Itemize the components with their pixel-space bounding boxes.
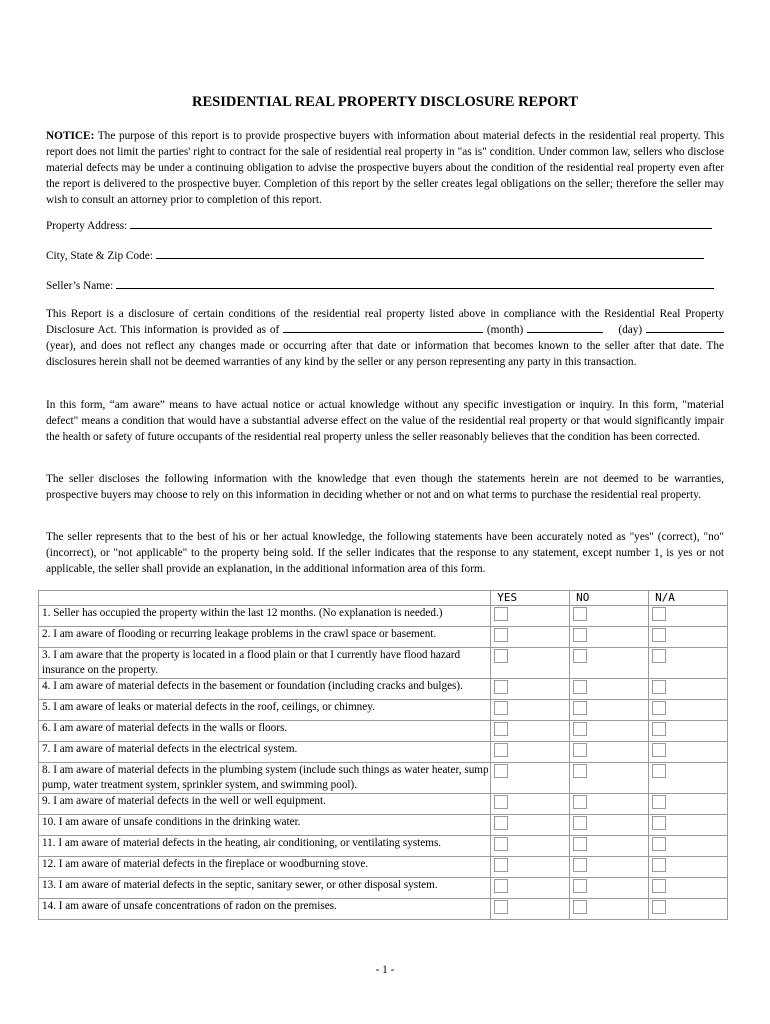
na-checkbox[interactable]	[652, 900, 666, 914]
yes-checkbox[interactable]	[494, 837, 508, 851]
table-row	[39, 857, 728, 878]
city-state-zip-label: City, State & Zip Code:	[46, 250, 153, 262]
na-checkbox[interactable]	[652, 795, 666, 809]
table-row	[39, 763, 728, 794]
no-checkbox[interactable]	[573, 795, 587, 809]
cell-no	[570, 679, 649, 700]
table-row	[39, 899, 728, 920]
page-number: - 1 -	[375, 964, 395, 976]
question-text: 11. I am aware of material defects in the heating, air conditioning, or ventilating systems.	[39, 836, 491, 857]
cell-na	[649, 815, 728, 836]
yes-checkbox[interactable]	[494, 701, 508, 715]
na-checkbox[interactable]	[652, 837, 666, 851]
cell-na	[649, 742, 728, 763]
question-text: 5. I am aware of leaks or material defects in the roof, ceilings, or chimney.	[39, 700, 491, 721]
table-row	[39, 815, 728, 836]
table-row	[39, 721, 728, 742]
no-checkbox[interactable]	[573, 701, 587, 715]
table-row	[39, 679, 728, 700]
no-checkbox[interactable]	[573, 649, 587, 663]
yes-checkbox[interactable]	[494, 680, 508, 694]
no-checkbox[interactable]	[573, 879, 587, 893]
no-checkbox[interactable]	[573, 816, 587, 830]
yes-checkbox[interactable]	[494, 743, 508, 757]
na-checkbox[interactable]	[652, 858, 666, 872]
cell-na	[649, 721, 728, 742]
no-checkbox[interactable]	[573, 722, 587, 736]
city-state-zip-row	[46, 248, 704, 262]
na-checkbox[interactable]	[652, 680, 666, 694]
yes-checkbox[interactable]	[494, 764, 508, 778]
date-month-field[interactable]	[283, 322, 483, 333]
header-no: NO	[570, 591, 649, 606]
cell-na	[649, 836, 728, 857]
month-label: (month)	[486, 324, 524, 336]
cell-yes	[491, 721, 570, 742]
no-checkbox[interactable]	[573, 607, 587, 621]
page-title: RESIDENTIAL REAL PROPERTY DISCLOSURE REPORT	[192, 94, 578, 110]
sellers-name-row	[46, 278, 714, 292]
na-checkbox[interactable]	[652, 722, 666, 736]
cell-na	[649, 627, 728, 648]
header-yes: YES	[491, 591, 570, 606]
cell-no	[570, 648, 649, 679]
question-text: 2. I am aware of flooding or recurring leakage problems in the crawl space or basement.	[39, 627, 491, 648]
question-text: 10. I am aware of unsafe conditions in the drinking water.	[39, 815, 491, 836]
table-row	[39, 627, 728, 648]
cell-yes	[491, 763, 570, 794]
cell-na	[649, 857, 728, 878]
notice-text: The purpose of this report is to provide prospective buyers with information about material defects in the residential real property. This report does not limit the parties' right to contract for the sale of residential real property in "as is" condition. Under common law, sellers who disclose material defects may be under a continuing obligation to advise the prospective buyers about the condition of the residential real property even after the report is delivered to the prospective buyer. Completion of this report by the seller creates legal obligations on the seller; therefore the seller may wish to consult an attorney prior to completion of this report.	[46, 130, 724, 206]
yes-checkbox[interactable]	[494, 879, 508, 893]
cell-yes	[491, 679, 570, 700]
yes-checkbox[interactable]	[494, 649, 508, 663]
cell-yes	[491, 878, 570, 899]
cell-yes	[491, 648, 570, 679]
sellers-name-label: Seller’s Name:	[46, 280, 114, 292]
no-checkbox[interactable]	[573, 837, 587, 851]
date-year-field[interactable]	[646, 322, 724, 333]
yes-checkbox[interactable]	[494, 900, 508, 914]
property-address-label: Property Address:	[46, 220, 128, 232]
definitions-paragraph: In this form, “am aware” means to have actual notice or actual knowledge without any specific investigation or inquiry. In this form, "material defect" means a condition that would have a substantial adverse effect on the value of the residential real property or that would significantly impair the health or safety of future occupants of the residential real property unless the seller reasonably believes that the condition has been corrected.	[46, 399, 724, 443]
question-text: 6. I am aware of material defects in the walls or floors.	[39, 721, 491, 742]
yes-checkbox[interactable]	[494, 722, 508, 736]
disclosure-table	[38, 590, 728, 920]
cell-no	[570, 878, 649, 899]
property-address-field[interactable]	[130, 218, 712, 229]
na-checkbox[interactable]	[652, 879, 666, 893]
cell-no	[570, 857, 649, 878]
cell-na	[649, 899, 728, 920]
cell-yes	[491, 606, 570, 627]
na-checkbox[interactable]	[652, 649, 666, 663]
yes-checkbox[interactable]	[494, 816, 508, 830]
cell-na	[649, 648, 728, 679]
question-text: 9. I am aware of material defects in the well or well equipment.	[39, 794, 491, 815]
no-checkbox[interactable]	[573, 764, 587, 778]
cell-no	[570, 763, 649, 794]
disclosure-part2: (year), and does not reflect any changes made or occurring after that date or information that becomes known to the seller after that date. The disclosures herein shall not be deemed warranties of any kind by the seller or any person representing any party in this transaction.	[46, 340, 724, 368]
question-text: 8. I am aware of material defects in the plumbing system (include such things as water heater, sump pump, water treatment system, sprinkler system, and swimming pool).	[39, 763, 491, 794]
cell-no	[570, 721, 649, 742]
no-checkbox[interactable]	[573, 680, 587, 694]
city-state-zip-field[interactable]	[156, 248, 704, 259]
cell-no	[570, 606, 649, 627]
cell-yes	[491, 700, 570, 721]
cell-na	[649, 700, 728, 721]
table-row	[39, 700, 728, 721]
question-text: 12. I am aware of material defects in the fireplace or woodburning stove.	[39, 857, 491, 878]
date-day-field[interactable]	[527, 322, 603, 333]
cell-na	[649, 878, 728, 899]
header-na: N/A	[649, 591, 728, 606]
cell-no	[570, 627, 649, 648]
cell-na	[649, 794, 728, 815]
day-label: (day)	[618, 324, 643, 336]
cell-no	[570, 700, 649, 721]
yes-checkbox[interactable]	[494, 607, 508, 621]
table-header-row	[39, 591, 728, 606]
yes-checkbox[interactable]	[494, 858, 508, 872]
question-text: 1. Seller has occupied the property within the last 12 months. (No explanation is needed.)	[39, 606, 491, 627]
table-row	[39, 648, 728, 679]
notice-label: NOTICE:	[46, 130, 95, 142]
table-row	[39, 794, 728, 815]
cell-yes	[491, 815, 570, 836]
cell-na	[649, 606, 728, 627]
reliance-paragraph: The seller discloses the following information with the knowledge that even though the statements herein are not deemed to be warranties, prospective buyers may choose to rely on this information in deciding whether or not and on what terms to purchase the residential real property.	[46, 473, 724, 501]
sellers-name-field[interactable]	[116, 278, 714, 289]
cell-yes	[491, 627, 570, 648]
cell-no	[570, 899, 649, 920]
cell-yes	[491, 742, 570, 763]
disclosure-paragraph	[46, 306, 724, 370]
yes-checkbox[interactable]	[494, 795, 508, 809]
table-row	[39, 836, 728, 857]
table-row	[39, 742, 728, 763]
represents-paragraph: The seller represents that to the best of his or her actual knowledge, the following statements have been accurately noted as "yes" (correct), "no" (incorrect), or "not applicable" to the property being sold. If the seller indicates that the response to any statement, except number 1, is yes or not applicable, the seller shall provide an explanation, in the additional information area of this form.	[46, 531, 724, 575]
header-question	[39, 591, 491, 606]
table-row	[39, 878, 728, 899]
no-checkbox[interactable]	[573, 743, 587, 757]
property-address-row	[46, 218, 712, 232]
cell-no	[570, 836, 649, 857]
na-checkbox[interactable]	[652, 816, 666, 830]
na-checkbox[interactable]	[652, 628, 666, 642]
cell-yes	[491, 794, 570, 815]
cell-no	[570, 794, 649, 815]
question-text: 13. I am aware of material defects in the septic, sanitary sewer, or other disposal system.	[39, 878, 491, 899]
na-checkbox[interactable]	[652, 607, 666, 621]
no-checkbox[interactable]	[573, 858, 587, 872]
question-text: 14. I am aware of unsafe concentrations of radon on the premises.	[39, 899, 491, 920]
cell-na	[649, 763, 728, 794]
na-checkbox[interactable]	[652, 764, 666, 778]
cell-yes	[491, 899, 570, 920]
notice-paragraph	[46, 128, 724, 208]
na-checkbox[interactable]	[652, 701, 666, 715]
no-checkbox[interactable]	[573, 628, 587, 642]
cell-yes	[491, 857, 570, 878]
cell-yes	[491, 836, 570, 857]
question-text: 7. I am aware of material defects in the electrical system.	[39, 742, 491, 763]
cell-no	[570, 742, 649, 763]
no-checkbox[interactable]	[573, 900, 587, 914]
table-row	[39, 606, 728, 627]
cell-no	[570, 815, 649, 836]
na-checkbox[interactable]	[652, 743, 666, 757]
question-text: 3. I am aware that the property is located in a flood plain or that I currently have flood hazard insurance on the property.	[39, 648, 491, 679]
cell-na	[649, 679, 728, 700]
yes-checkbox[interactable]	[494, 628, 508, 642]
question-text: 4. I am aware of material defects in the basement or foundation (including cracks and bulges).	[39, 679, 491, 700]
disclosure-part1: This Report is a disclosure of certain conditions of the residential real property listed above in compliance with the Residential Real Property Disclosure Act. This information is provided as of	[46, 308, 724, 336]
